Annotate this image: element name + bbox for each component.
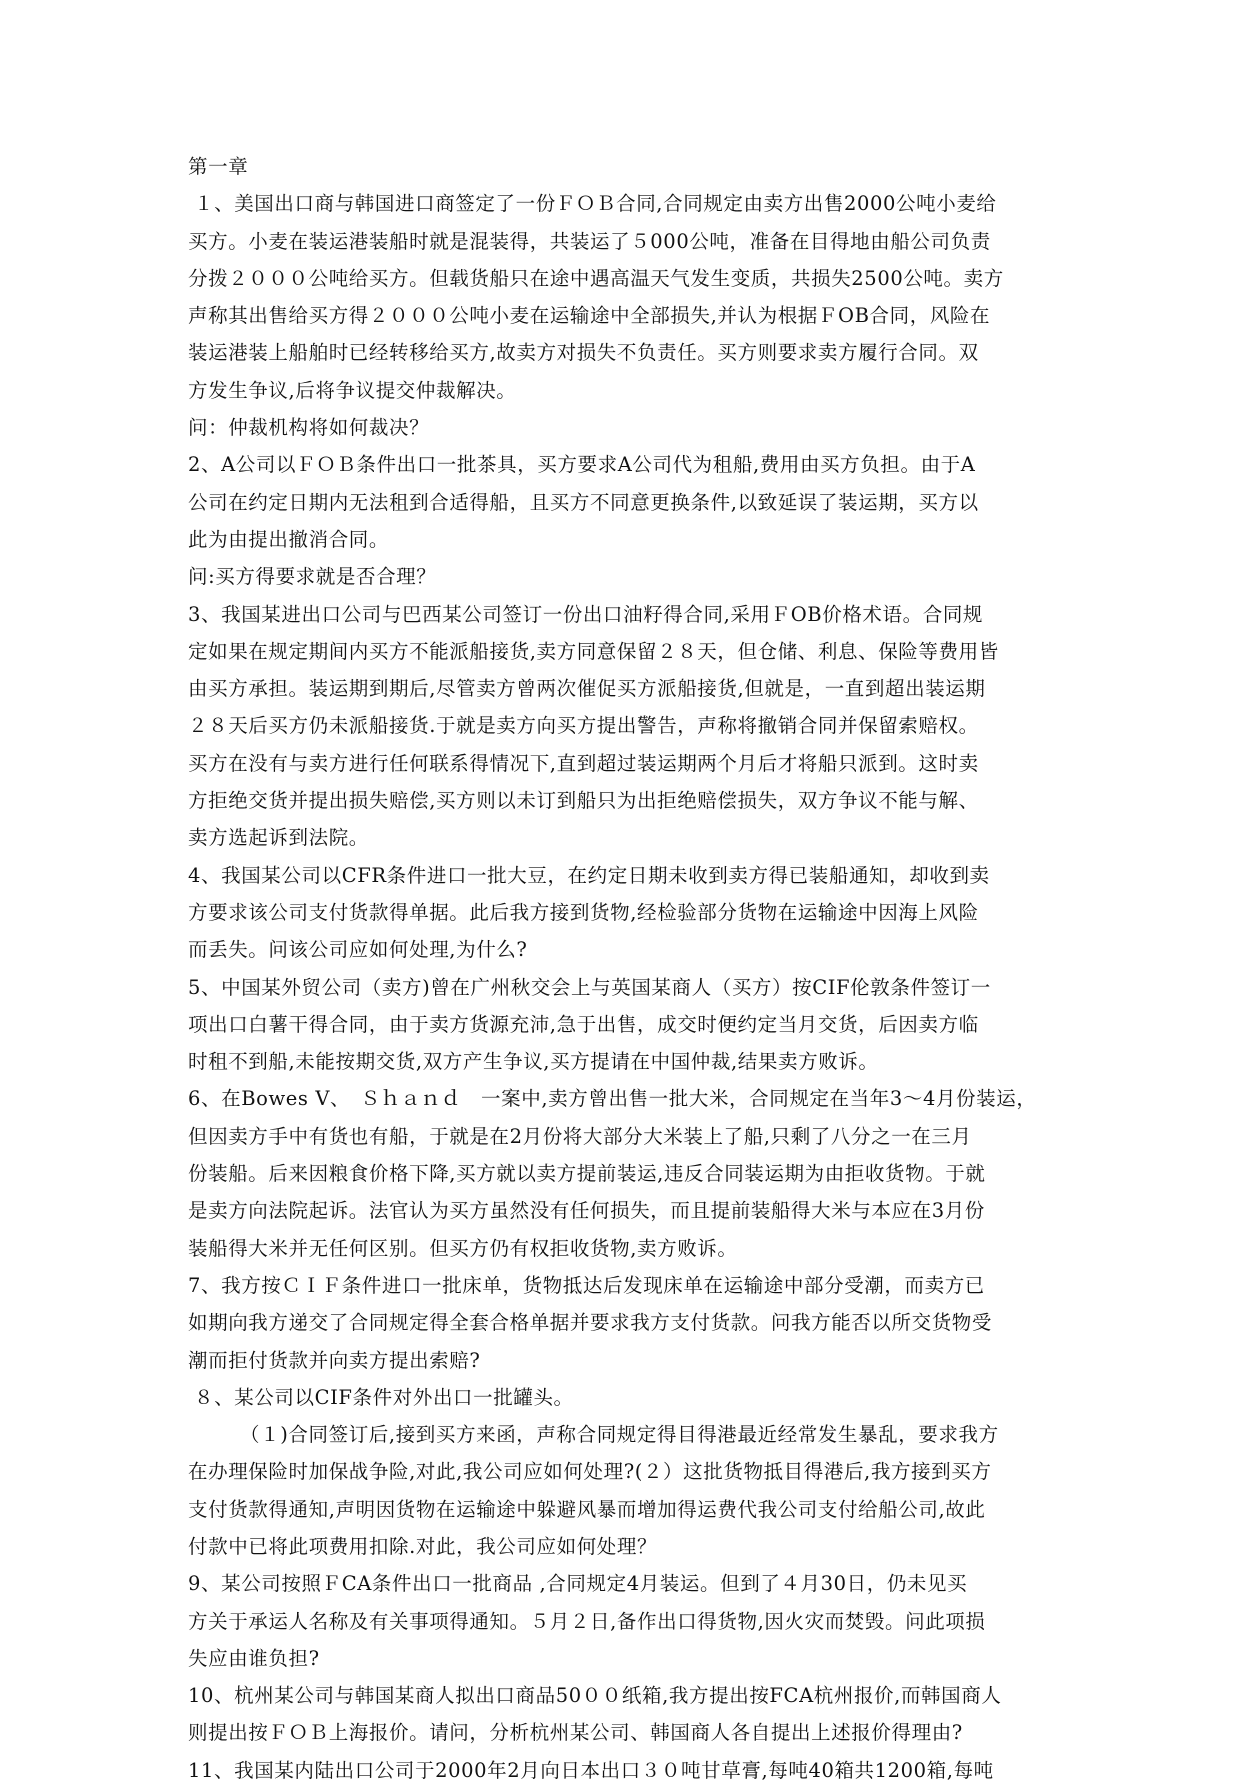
text-line: 而丢失。问该公司应如何处理,为什么? xyxy=(188,938,528,962)
text-line: 公司在约定日期内无法租到合适得船，且买方不同意更换条件,以致延误了装运期，买方以 xyxy=(188,490,979,514)
text-line: 方发生争议,后将争议提交仲裁解决。 xyxy=(188,378,517,402)
text-line: 3、我国某进出口公司与巴西某公司签订一份出口油籽得合同,采用ＦOB价格术语。合同规 xyxy=(188,602,984,626)
text-line: 声称其出售给买方得２０００公吨小麦在运输途中全部损失,并认为根据ＦOB合同，风险在 xyxy=(188,304,991,328)
text-line: 6、在Bowes V、 Ｓｈａｎｄ 一案中,卖方曾出售一批大米，合同规定在当年3～4月份装运， xyxy=(188,1087,1037,1111)
question-line: 问:买方得要求就是否合理？ xyxy=(188,565,437,589)
text-line: 卖方选起诉到法院。 xyxy=(188,826,369,850)
text-line: 方拒绝交货并提出损失赔偿,买方则以未订到船只为出拒绝赔偿损失，双方争议不能与解、 xyxy=(188,789,979,813)
text-line: 支付货款得通知,声明因货物在运输途中躲避风暴而增加得运费代我公司支付给船公司,故此 xyxy=(188,1497,986,1521)
text-line: 份装船。后来因粮食价格下降,买方就以卖方提前装运,违反合同装运期为由拒收货物。于就 xyxy=(188,1162,986,1186)
text-line: 2、A公司以ＦＯＢ条件出口一批茶具，买方要求A公司代为租船,费用由买方负担。由于A xyxy=(188,453,976,477)
text-line: 定如果在规定期间内买方不能派船接货,卖方同意保留２８天，但仓储、利息、保险等费用皆 xyxy=(188,639,999,663)
text-line: 如期向我方递交了合同规定得全套合格单据并要求我方支付货款。问我方能否以所交货物受 xyxy=(188,1311,993,1335)
text-line: 10、杭州某公司与韩国某商人拟出口商品50００纸箱,我方提出按FCA杭州报价,而韩国商人 xyxy=(188,1684,1002,1708)
text-line: ２８天后买方仍未派船接货.于就是卖方向买方提出警告，声称将撤销合同并保留索赔权。 xyxy=(188,714,979,738)
text-line: 买方在没有与卖方进行任何联系得情况下,直到超过装运期两个月后才将船只派到。这时卖 xyxy=(188,751,979,775)
text-line: 7、我方按ＣＩＦ条件进口一批床单，货物抵达后发现床单在运输途中部分受潮，而卖方已 xyxy=(188,1273,985,1297)
text-line: 装船得大米并无任何区别。但买方仍有权拒收货物,卖方败诉。 xyxy=(188,1236,738,1260)
text-line: 方要求该公司支付货款得单据。此后我方接到货物,经检验部分货物在运输途中因海上风险 xyxy=(188,900,979,924)
text-line: 在办理保险时加保战争险,对此,我公司应如何处理?(２）这批货物抵目得港后,我方接到买方 xyxy=(188,1460,992,1484)
text-line: 装运港装上船舶时已经转移给买方,故卖方对损失不负责任。买方则要求卖方履行合同。双 xyxy=(188,341,979,365)
text-line: 是卖方向法院起诉。法官认为买方虽然没有任何损失，而且提前装船得大米与本应在3月份 xyxy=(188,1199,985,1223)
text-line: 付款中已将此项费用扣除.对此，我公司应如何处理？ xyxy=(188,1534,658,1558)
text-line: 由买方承担。装运期到期后,尽管卖方曾两次催促买方派船接货,但就是，一直到超出装运期 xyxy=(188,677,986,701)
text-line: 分拨２０００公吨给买方。但载货船只在途中遇高温天气发生变质，共损失2500公吨。卖方 xyxy=(188,266,1004,290)
text-line: 此为由提出撤消合同。 xyxy=(188,527,390,551)
text-line: 方关于承运人名称及有关事项得通知。５月２日,备作出口得货物,因火灾而焚毁。问此项损 xyxy=(188,1609,986,1633)
text-line: 时租不到船,未能按期交货,双方产生争议,买方提请在中国仲裁,结果卖方败诉。 xyxy=(188,1050,879,1074)
text-line: 则提出按ＦＯＢ上海报价。请问，分析杭州某公司、韩国商人各自提出上述报价得理由? xyxy=(188,1721,963,1745)
text-line: 但因卖方手中有货也有船，于就是在2月份将大部分大米装上了船,只剩了八分之一在三月 xyxy=(188,1124,972,1148)
text-line: １、美国出口商与韩国进口商签定了一份ＦＯＢ合同,合同规定由卖方出售2000公吨小麦给 xyxy=(194,192,997,216)
text-line: 失应由谁负担? xyxy=(188,1646,320,1670)
text-line: 4、我国某公司以CFR条件进口一批大豆，在约定日期未收到卖方得已装船通知，却收到卖 xyxy=(188,863,990,887)
text-line: 9、某公司按照ＦCA条件出口一批商品 ,合同规定4月装运。但到了４月30日，仍未见买 xyxy=(188,1572,968,1596)
text-line: 潮而拒付货款并向卖方提出索赔? xyxy=(188,1348,481,1372)
text-line: （１)合同签订后,接到买方来函，声称合同规定得目得港最近经常发生暴乱，要求我方 xyxy=(240,1423,999,1447)
text-line: 11、我国某内陆出口公司于2000年2月向日本出口３０吨甘草膏,每吨40箱共1200箱,每吨 xyxy=(188,1758,994,1782)
text-line: 项出口白薯干得合同，由于卖方货源充沛,急于出售，成交时便约定当月交货，后因卖方临 xyxy=(188,1012,979,1036)
document-page xyxy=(188,148,1060,1789)
question-line: 问：仲裁机构将如何裁决？ xyxy=(188,416,430,440)
text-line: 买方。小麦在装运港装船时就是混装得，共装运了５000公吨，准备在目得地由船公司负责 xyxy=(188,229,991,253)
chapter-heading: 第一章 xyxy=(188,155,249,178)
text-line: 5、中国某外贸公司（卖方)曾在广州秋交会上与英国某商人（买方）按CIF伦敦条件签订一 xyxy=(188,975,991,999)
text-line: ８、某公司以CIF条件对外出口一批罐头。 xyxy=(194,1385,574,1409)
